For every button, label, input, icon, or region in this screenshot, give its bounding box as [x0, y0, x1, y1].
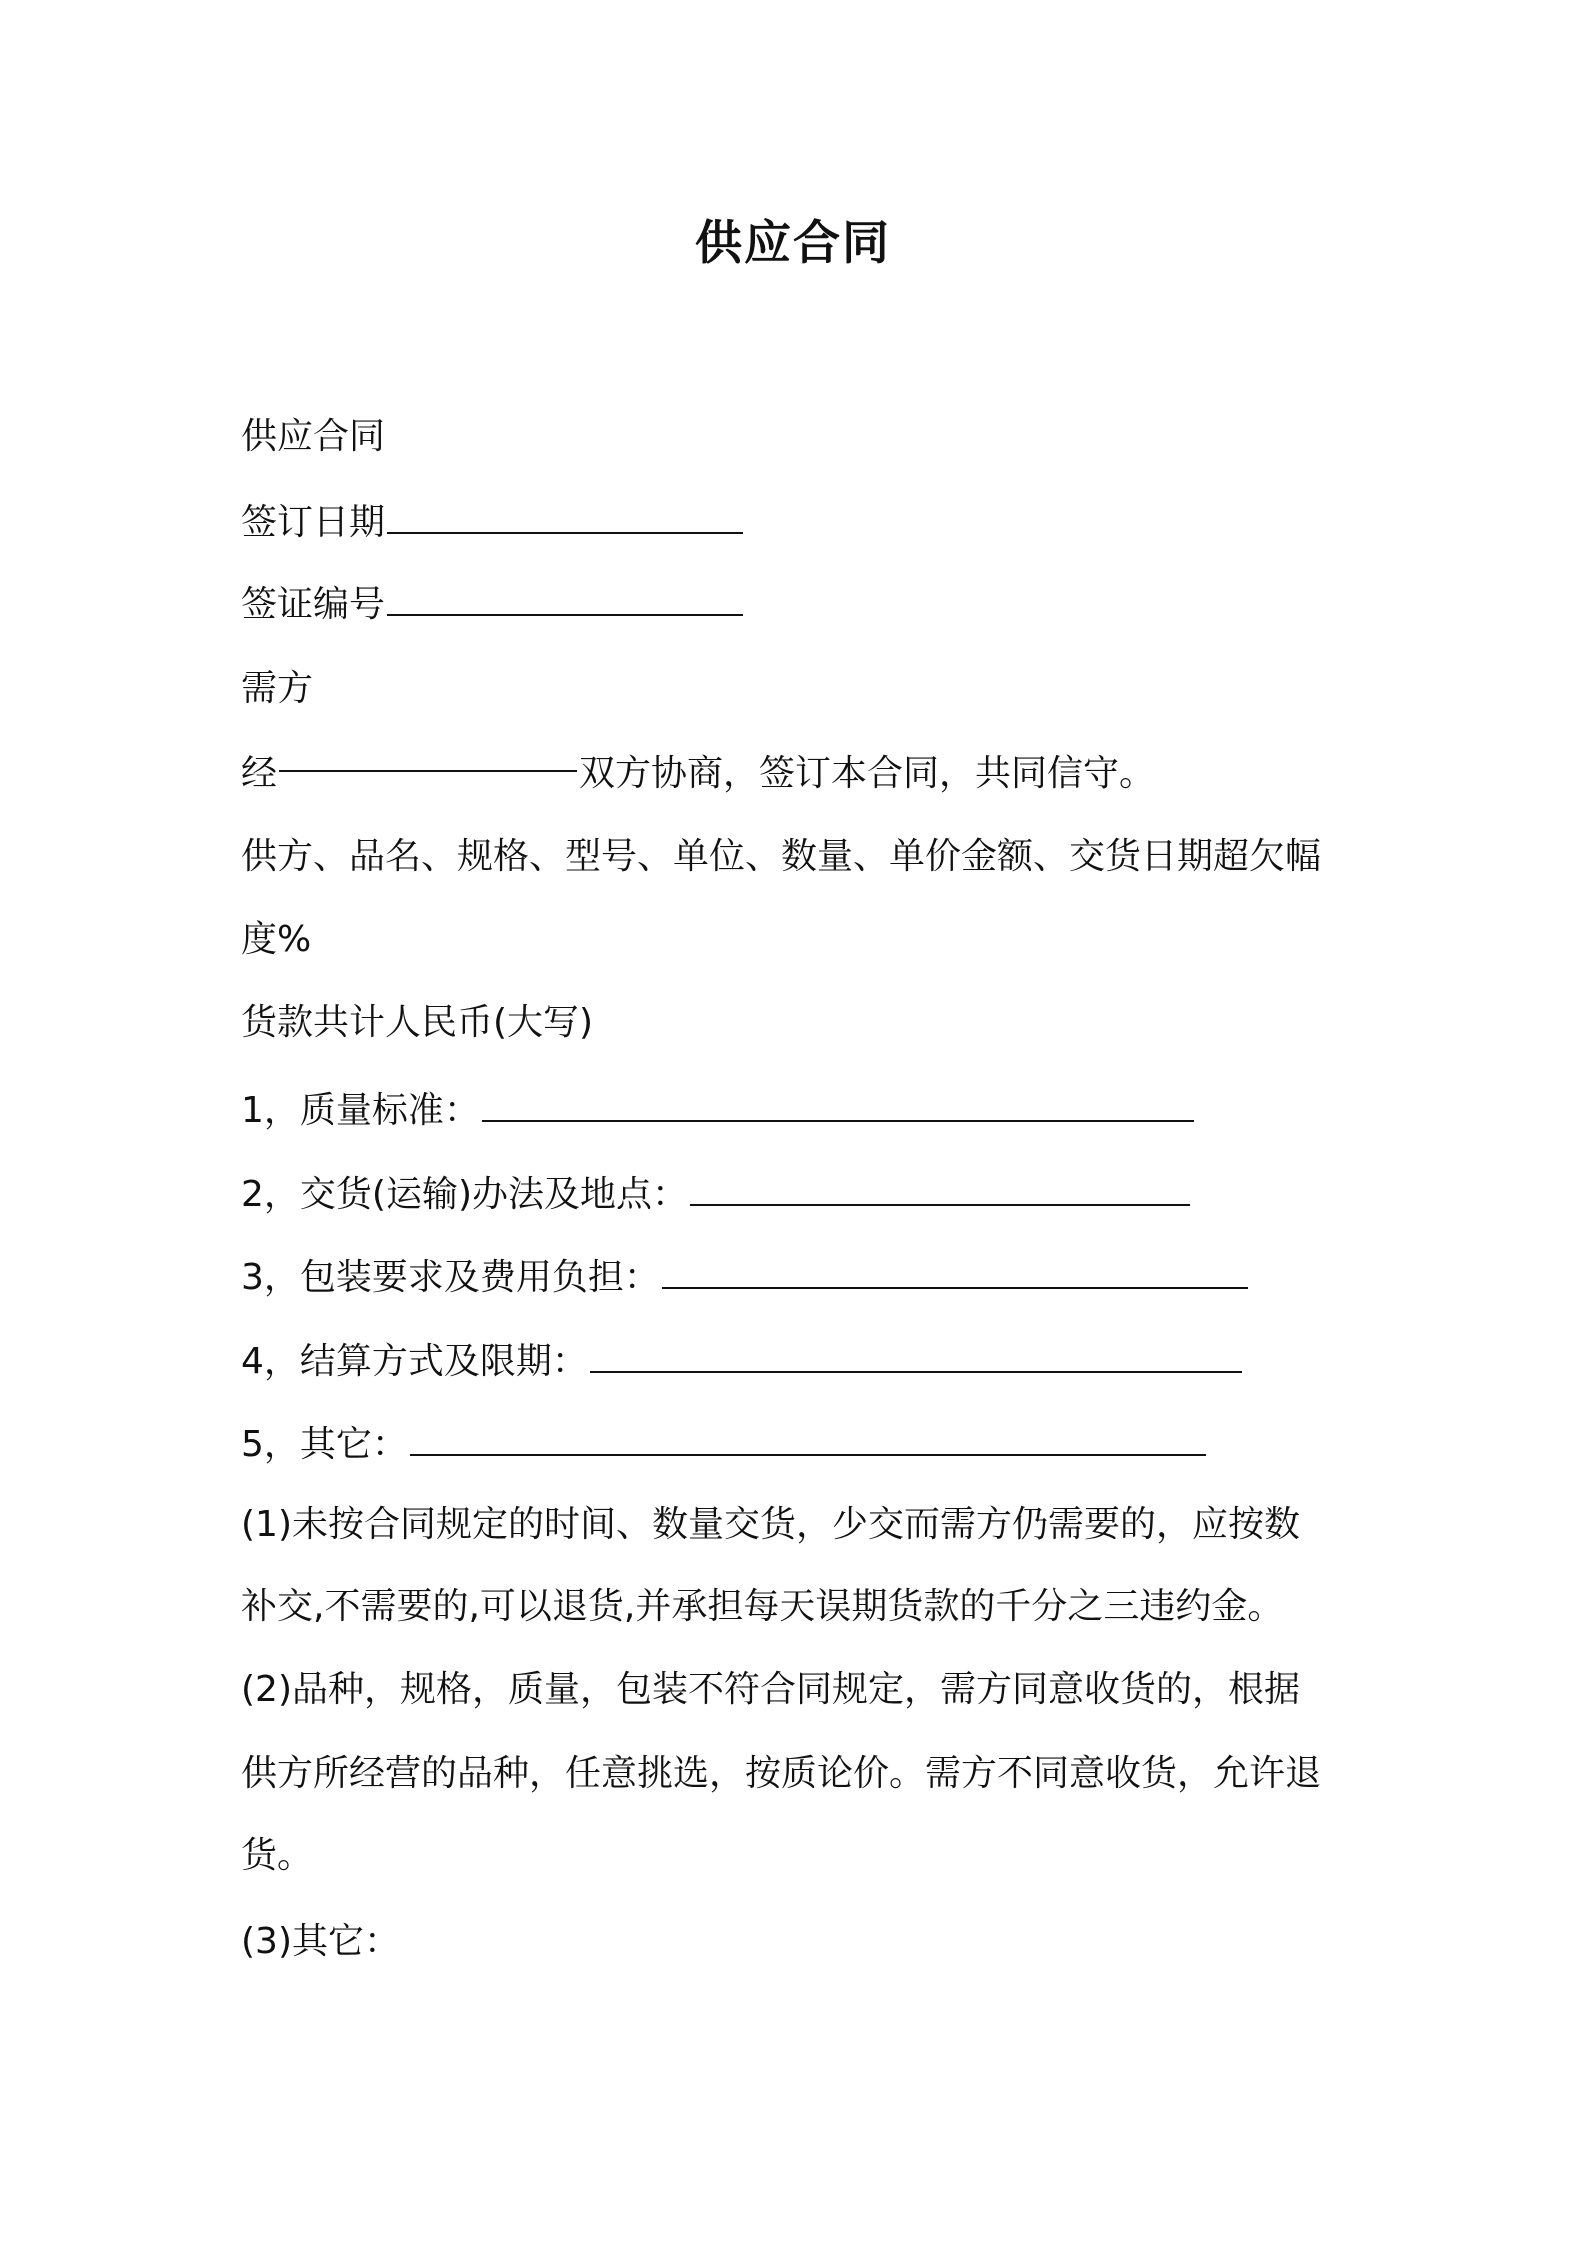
visa-number-row: [241, 580, 743, 630]
negotiation-row: [241, 749, 1155, 799]
clause-3-label: 3，包装要求及费用负担：: [241, 1257, 660, 1298]
clause-4-blank[interactable]: [590, 1337, 1242, 1373]
sub-clause-1-text-1: (1)未按合同规定的时间、数量交货，少交而需方仍需要的，应按数: [241, 1504, 1300, 1545]
sub-clause-1-line-2: [241, 1582, 1283, 1632]
contract-heading: [241, 412, 385, 462]
clause-2-row: [241, 1170, 1190, 1220]
items-row-1: [241, 832, 1321, 882]
sub-clause-3-text: (3)其它：: [241, 1921, 400, 1962]
clause-4-row: [241, 1337, 1242, 1387]
sub-clause-2-text-2: 供方所经营的品种，任意挑选，按质论价。需方不同意收货，允许退: [241, 1753, 1322, 1794]
sign-date-label: 签订日期: [241, 502, 386, 543]
clause-1-blank[interactable]: [482, 1086, 1194, 1122]
negotiation-dash: [279, 770, 577, 772]
negotiation-prefix: 经: [241, 753, 278, 794]
items-text-1: 供方、品名、规格、型号、单位、数量、单价金额、交货日期超欠幅: [241, 836, 1322, 877]
document-title: 供应合同: [695, 216, 891, 271]
items-row-2: [241, 915, 311, 965]
sign-date-row: [241, 498, 743, 548]
clause-5-row: [241, 1420, 1206, 1470]
sub-clause-1-text-2: 补交,不需要的,可以退货,并承担每天误期货款的千分之三违约金。: [241, 1586, 1284, 1627]
clause-5-label: 5，其它：: [241, 1424, 408, 1465]
buyer-label: 需方: [241, 668, 314, 709]
items-text-2: 度%: [241, 919, 312, 960]
clause-3-blank[interactable]: [662, 1253, 1248, 1289]
sub-clause-2-line-2: [241, 1749, 1321, 1799]
sub-clause-2-line-1: [241, 1665, 1300, 1715]
clause-3-row: [241, 1253, 1248, 1303]
clause-2-label: 2，交货(运输)办法及地点：: [241, 1174, 688, 1215]
contract-heading-text: 供应合同: [241, 416, 386, 457]
clause-1-row: [241, 1086, 1194, 1136]
clause-1-label: 1，质量标准：: [241, 1090, 480, 1131]
sub-clause-2-text-1: (2)品种，规格，质量，包装不符合同规定，需方同意收货的，根据: [241, 1669, 1300, 1710]
total-label: 货款共计人民币(大写): [241, 1002, 594, 1043]
clause-5-blank[interactable]: [410, 1420, 1206, 1456]
negotiation-suffix: 双方协商，签订本合同，共同信守。: [579, 753, 1156, 794]
sub-clause-2-text-3: 货。: [241, 1835, 314, 1876]
visa-number-label: 签证编号: [241, 584, 386, 625]
sub-clause-1-line-1: [241, 1500, 1300, 1550]
sub-clause-2-line-3: [241, 1831, 313, 1881]
total-row: [241, 998, 593, 1048]
buyer-row: [241, 664, 313, 714]
visa-number-blank[interactable]: [387, 580, 743, 616]
clause-4-label: 4，结算方式及限期：: [241, 1341, 588, 1382]
clause-2-blank[interactable]: [690, 1170, 1190, 1206]
sign-date-blank[interactable]: [387, 498, 743, 534]
sub-clause-3-line: [241, 1917, 400, 1967]
